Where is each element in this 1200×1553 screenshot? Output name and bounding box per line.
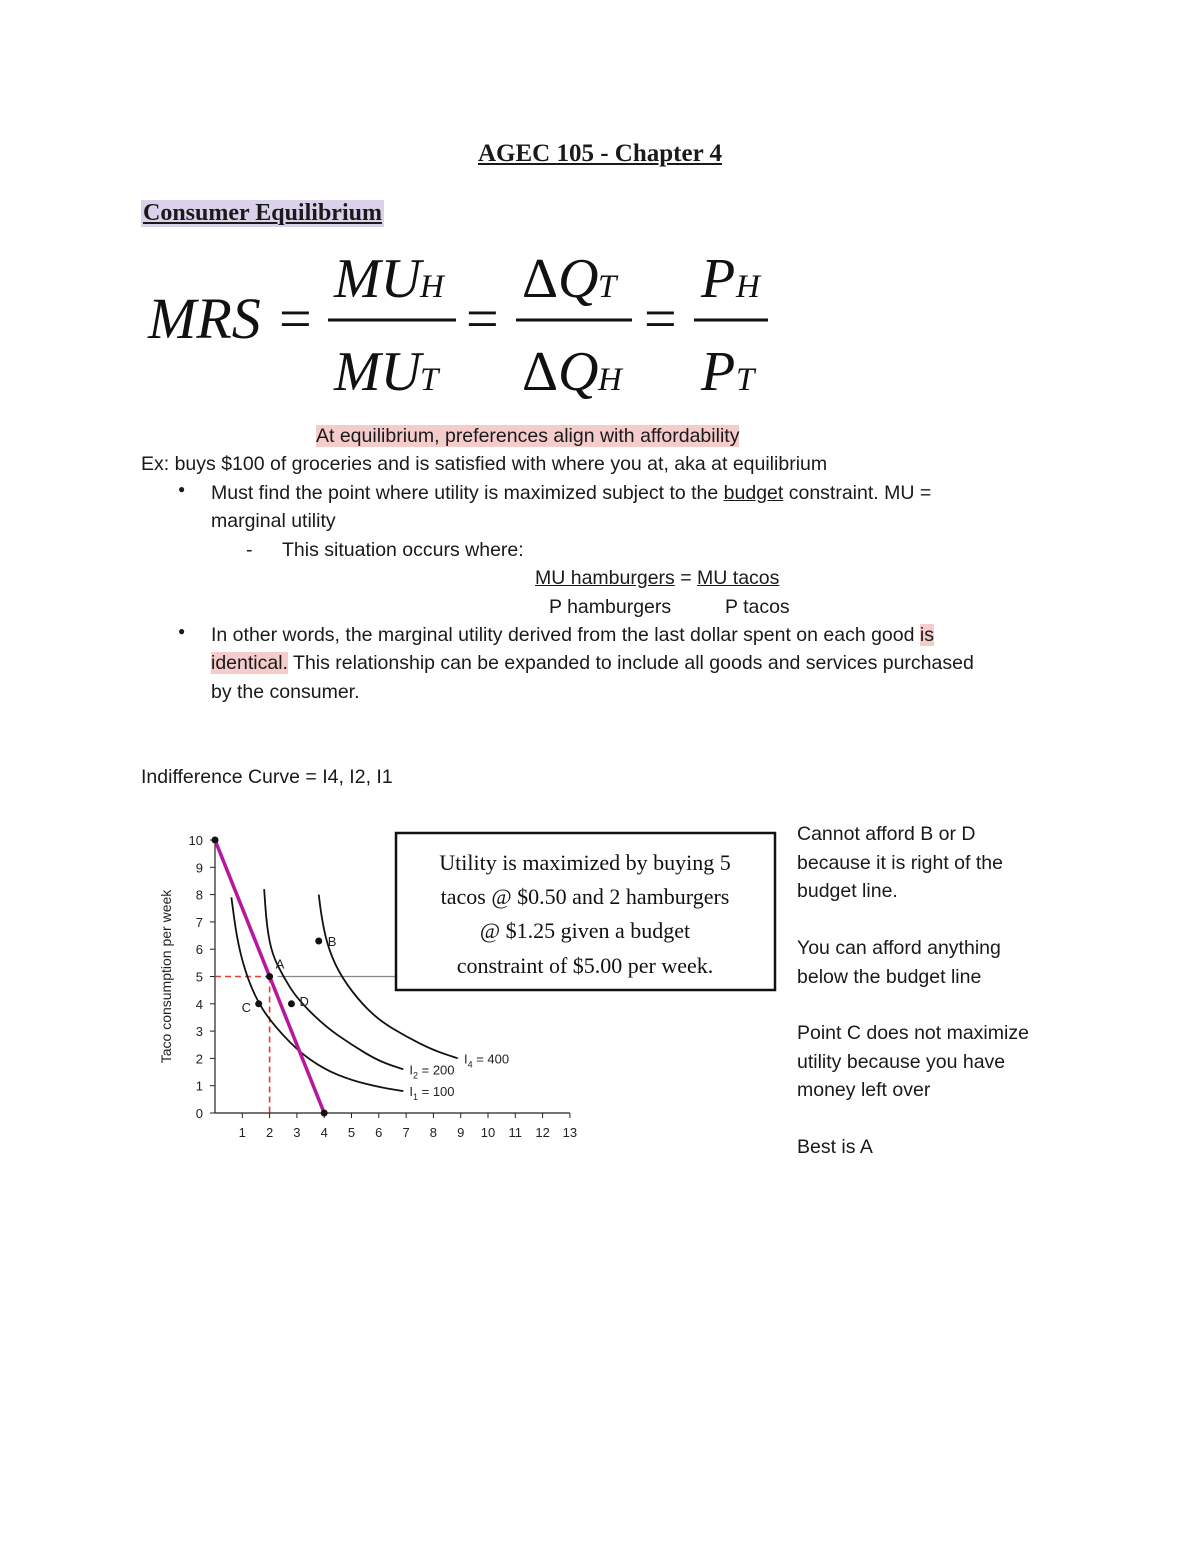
budget-link-text: budget bbox=[723, 482, 784, 504]
curve-label-4: $I_4 = 400$ bbox=[463, 1051, 510, 1070]
formula-f1-den-sub: T bbox=[420, 362, 439, 398]
formula-eq-2: = bbox=[466, 286, 499, 351]
x-tick-label: 4 bbox=[320, 1125, 328, 1140]
y-tick-label: 2 bbox=[195, 1051, 203, 1067]
formula-mrs: MRS bbox=[148, 286, 261, 351]
x-tick-label: 7 bbox=[402, 1125, 410, 1140]
y-tick-label: 6 bbox=[195, 942, 203, 958]
callout-line-4: constraint of $5.00 per week. bbox=[456, 953, 714, 978]
formula-f2-num-delta: Δ bbox=[522, 248, 559, 310]
indifference-curve-2 bbox=[264, 889, 403, 1069]
y-tick-label: 9 bbox=[195, 860, 203, 876]
bullet-2-line-1: In other words, the marginal utility derived from the last dollar spent on each good is bbox=[211, 624, 934, 646]
mu-equation-numerators: MU hamburgers = MU tacos bbox=[535, 567, 780, 589]
note-afford: Cannot afford B or D because it is right of the budget line. bbox=[797, 823, 1003, 902]
indifference-curve-chart bbox=[150, 815, 790, 1150]
formula-f1-num: MU bbox=[334, 248, 422, 310]
axis-intercept-point bbox=[321, 1110, 328, 1117]
note-best: Best is A bbox=[797, 1136, 873, 1158]
x-tick-label: 9 bbox=[457, 1125, 465, 1140]
x-tick-label: 11 bbox=[508, 1125, 523, 1140]
x-tick-label: 12 bbox=[535, 1125, 550, 1140]
formula-eq-3: = bbox=[644, 286, 677, 351]
note-below-line: You can afford anything below the budget line bbox=[797, 937, 1001, 988]
formula-f2-num-sub: T bbox=[598, 269, 617, 305]
point-b bbox=[315, 938, 322, 945]
formula-eq-1: = bbox=[279, 286, 312, 351]
formula-f2-den-delta: Δ bbox=[522, 341, 559, 403]
x-tick-label: 3 bbox=[293, 1125, 301, 1140]
mu-equation-denominator-left: P hamburgers bbox=[549, 596, 672, 618]
y-tick-label: 8 bbox=[195, 887, 203, 903]
mrs-formula bbox=[148, 250, 788, 410]
formula-f3-den-sub: T bbox=[736, 362, 755, 398]
curve-label-1: $I_1 = 100$ bbox=[409, 1084, 455, 1103]
indifference-curve-1 bbox=[231, 897, 403, 1091]
callout-line-3: @ $1.25 given a budget bbox=[479, 918, 691, 943]
bullet-1-line-2: marginal utility bbox=[211, 510, 336, 532]
formula-f2-num: Q bbox=[558, 248, 599, 310]
formula-f2-den: Q bbox=[558, 341, 599, 403]
callout-line-1: Utility is maximized by buying 5 bbox=[439, 850, 731, 875]
y-axis-label: Taco consumption per week bbox=[158, 889, 174, 1064]
bullet-2-line-3: by the consumer. bbox=[211, 681, 360, 703]
example-line: Ex: buys $100 of groceries and is satisfied with where you at, aka at equilibrium bbox=[141, 453, 828, 475]
y-tick-label: 7 bbox=[195, 914, 203, 930]
formula-f1-den: MU bbox=[334, 341, 422, 403]
x-tick-label: 2 bbox=[265, 1125, 274, 1140]
bullet-1-line-1: Must find the point where utility is maximized subject to the budget constraint. MU = bbox=[211, 482, 932, 504]
highlight-text: At equilibrium, preferences align with affordability bbox=[316, 425, 740, 447]
x-tick-label: 6 bbox=[375, 1125, 383, 1140]
formula-f3-den: P bbox=[701, 341, 736, 403]
formula-f3-num-sub: H bbox=[736, 269, 760, 305]
mu-equation-denominator-right: P tacos bbox=[725, 596, 790, 618]
point-label-d: D bbox=[299, 993, 309, 1009]
formula-f3-num: P bbox=[701, 248, 736, 310]
sub-item: This situation occurs where: bbox=[282, 539, 524, 561]
axis-intercept-point bbox=[212, 837, 219, 844]
y-tick-label: 5 bbox=[195, 969, 203, 985]
indifference-curve-label: Indifference Curve = I4, I2, I1 bbox=[141, 766, 393, 788]
point-label-a: A bbox=[275, 956, 285, 972]
document-title: AGEC 105 - Chapter 4 bbox=[478, 140, 722, 167]
point-label-b: B bbox=[327, 934, 337, 950]
section-heading: Consumer Equilibrium bbox=[143, 200, 382, 226]
note-point-c: Point C does not maximize utility because you have money left over bbox=[797, 1022, 1029, 1101]
y-tick-label: 1 bbox=[195, 1078, 203, 1094]
x-tick-label: 8 bbox=[429, 1125, 438, 1140]
bullet-2-line-2: identical. This relationship can be expanded to include all goods and services purchased bbox=[211, 652, 974, 674]
point-label-c: C bbox=[241, 999, 252, 1015]
x-tick-label: 5 bbox=[347, 1125, 356, 1140]
x-tick-label: 10 bbox=[480, 1125, 496, 1140]
y-tick-label: 0 bbox=[195, 1106, 203, 1121]
formula-f2-den-sub: H bbox=[598, 362, 622, 398]
x-tick-label: 1 bbox=[238, 1125, 246, 1140]
sub-dash: - bbox=[246, 539, 253, 561]
point-a bbox=[266, 973, 273, 980]
y-tick-label: 10 bbox=[188, 833, 203, 848]
highlight-line bbox=[316, 422, 739, 451]
point-c bbox=[255, 1000, 262, 1007]
x-tick-label: 13 bbox=[562, 1125, 578, 1140]
bullet-dot: ● bbox=[178, 624, 186, 638]
point-d bbox=[288, 1000, 295, 1007]
callout-line-2: tacos @ $0.50 and 2 hamburgers bbox=[440, 884, 730, 909]
y-tick-label: 3 bbox=[195, 1024, 203, 1040]
formula-f1-num-sub: H bbox=[420, 269, 444, 305]
y-tick-label: 4 bbox=[195, 996, 203, 1012]
bullet-dot: ● bbox=[178, 482, 186, 496]
curve-label-2: $I_2 = 200$ bbox=[409, 1062, 455, 1081]
